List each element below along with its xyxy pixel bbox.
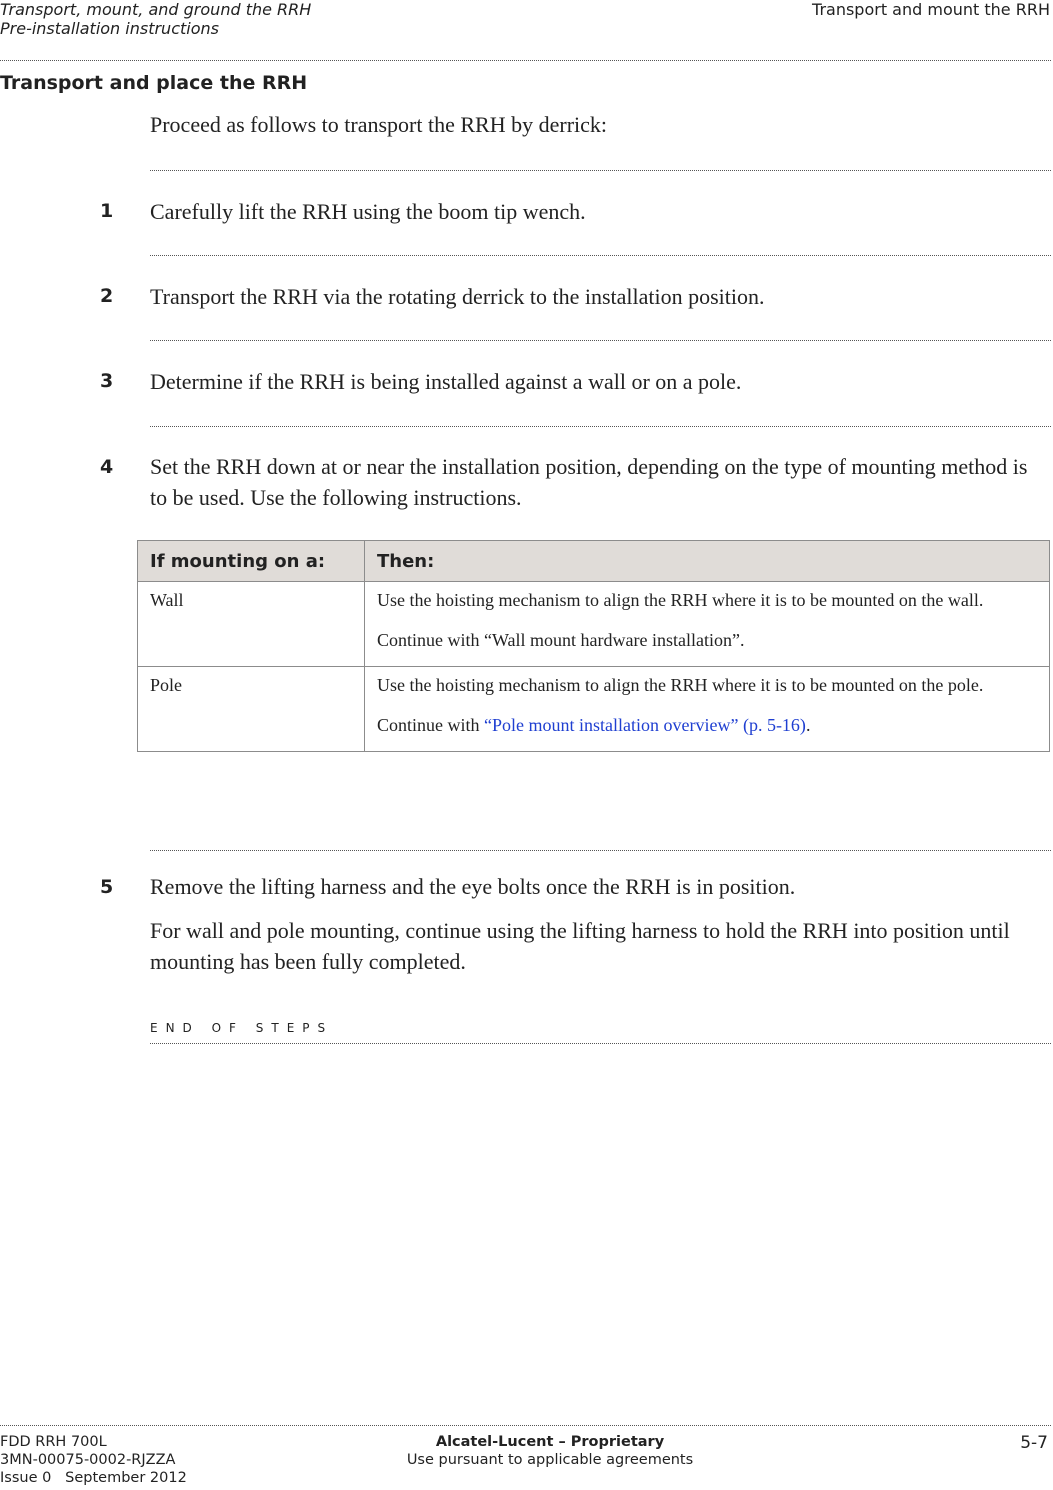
end-of-steps-marker: END OF STEPS (150, 1021, 334, 1035)
instruction-cell (365, 667, 1050, 752)
step-text: Transport the RRH via the rotating derrick to the installation position. (150, 284, 765, 309)
instruction-cell (365, 582, 1050, 667)
step-divider (150, 170, 1051, 171)
pole-mount-overview-link[interactable]: “Pole mount installation overview” (p. 5-16) (484, 715, 806, 735)
mounting-instructions-table (137, 540, 1050, 752)
running-header-left (0, 0, 311, 38)
column-header-mount: If mounting on a: (138, 541, 365, 582)
footer-divider (0, 1425, 1051, 1426)
instruction-continue (377, 710, 1037, 741)
step-divider (150, 426, 1051, 427)
header-chapter: Transport, mount, and ground the RRH (0, 0, 312, 19)
footer-document-info (0, 1433, 187, 1487)
step-number: 3 (100, 370, 114, 392)
mount-type-cell: Pole (138, 667, 365, 752)
section-title: Transport and place the RRH (0, 72, 308, 94)
header-section: Pre-installation instructions (0, 19, 219, 38)
page-number: 5-7 (1020, 1433, 1048, 1453)
instruction-text: Use the hoisting mechanism to align the RRH where it is to be mounted on the pole. (377, 675, 984, 695)
step-number: 1 (100, 200, 114, 222)
table-row (138, 667, 1050, 752)
instruction-text: Continue with “Wall mount hardware installation”. (377, 630, 745, 650)
step-number: 4 (100, 456, 114, 478)
step-divider (150, 850, 1051, 851)
table-row (138, 582, 1050, 667)
continue-prefix: Continue with (377, 715, 484, 735)
step-divider (150, 255, 1051, 256)
step-text: Set the RRH down at or near the installation position, depending on the type of mounting method is to be used. Use the following instructions. (150, 454, 1028, 510)
step-note: For wall and pole mounting, continue using the lifting harness to hold the RRH into position until mounting has been fully completed. (150, 918, 1010, 974)
footer-proprietary (405, 1433, 695, 1469)
step-number: 5 (100, 876, 114, 898)
step-text: Determine if the RRH is being installed against a wall or on a pole. (150, 369, 742, 394)
end-divider (150, 1043, 1051, 1044)
step-text: Remove the lifting harness and the eye bolts once the RRH is in position. (150, 874, 796, 899)
step-text: Carefully lift the RRH using the boom tip wench. (150, 199, 586, 224)
footer-proprietary-title: Alcatel-Lucent – Proprietary (435, 1434, 665, 1450)
step-divider (150, 340, 1051, 341)
column-header-then: Then: (365, 541, 1050, 582)
footer-product: FDD RRH 700L (0, 1434, 107, 1450)
footer-doc-number: 3MN-00075-0002-RJZZA (0, 1452, 176, 1468)
table-header-row (138, 541, 1050, 582)
step-number: 2 (100, 285, 114, 307)
mount-type-cell: Wall (138, 582, 365, 667)
instruction-text: Use the hoisting mechanism to align the RRH where it is to be mounted on the wall. (377, 590, 984, 610)
intro-text: Proceed as follows to transport the RRH by derrick: (150, 112, 608, 137)
running-header-right: Transport and mount the RRH (812, 0, 1050, 19)
continue-suffix: . (805, 715, 811, 735)
header-divider (0, 60, 1051, 61)
footer-issue: Issue 0 September 2012 (0, 1470, 187, 1486)
footer-proprietary-note: Use pursuant to applicable agreements (406, 1452, 694, 1468)
